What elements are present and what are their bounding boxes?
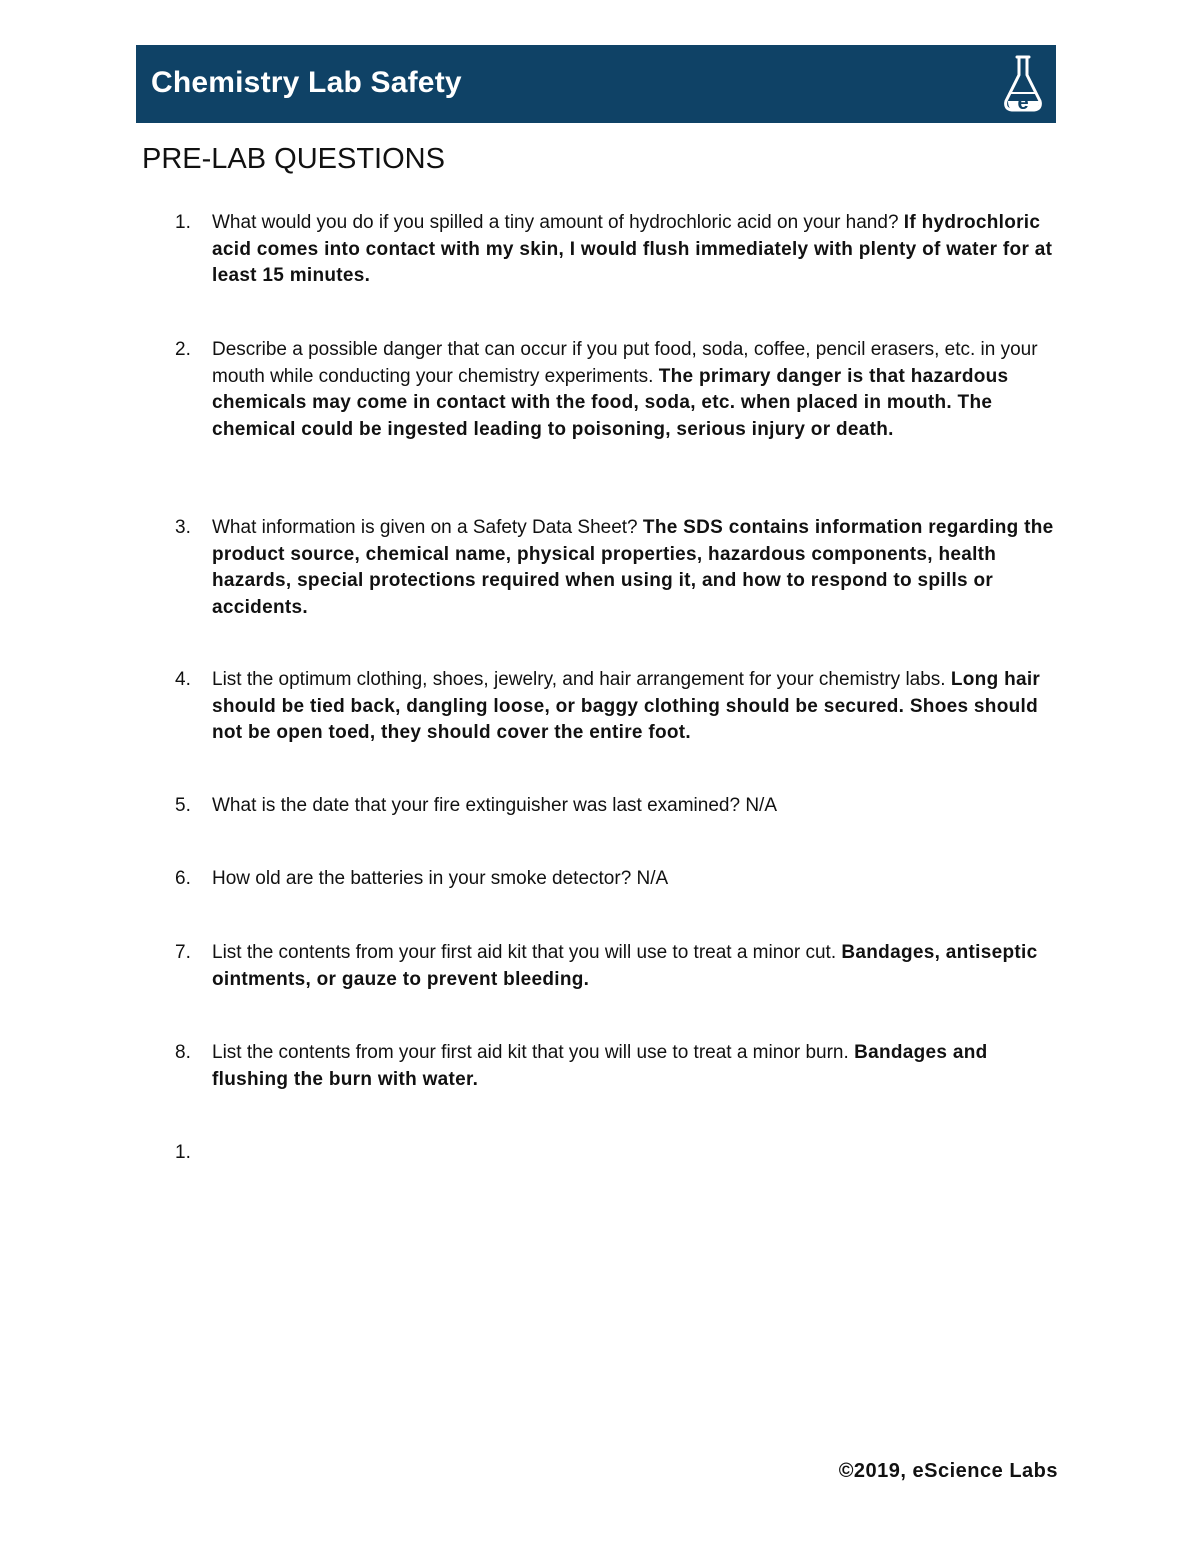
question-number: 6.	[175, 868, 191, 889]
section-heading: PRE-LAB QUESTIONS	[142, 143, 445, 175]
question-answer: Long hair should be tied back, dangling loose, or baggy clothing should be secured. Shoes should not be open toed, they should cover the entire foot.	[212, 669, 1041, 743]
question-prompt: What is the date that your fire extinguisher was last examined? N/A	[212, 795, 777, 816]
question-prompt: What would you do if you spilled a tiny amount of hydrochloric acid on your hand?	[212, 212, 899, 233]
question-item	[175, 667, 1055, 747]
question-number: 2.	[175, 339, 191, 360]
question-prompt: Describe a possible danger that can occur if you put food, soda, coffee, pencil erasers, etc. in your mouth while conducting your chemistry experiments.	[212, 339, 1038, 387]
question-prompt: List the optimum clothing, shoes, jewelry, and hair arrangement for your chemistry labs.	[212, 669, 946, 690]
question-number: 8.	[175, 1042, 191, 1063]
question-number: 4.	[175, 669, 191, 690]
question-item	[175, 210, 1055, 290]
question-item	[175, 337, 1055, 443]
question-number: 1.	[175, 212, 191, 233]
question-item	[175, 793, 1055, 820]
question-answer: The primary danger is that hazardous chemicals may come in contact with the food, soda, etc. when placed in mouth. The chemical could be ingested leading to poisoning, serious injury or death.	[212, 365, 1009, 440]
question-number: 7.	[175, 942, 191, 963]
document-title: Chemistry Lab Safety	[151, 66, 462, 99]
question-prompt: What information is given on a Safety Data Sheet?	[212, 517, 638, 538]
header-banner	[136, 45, 1056, 123]
question-number: 3.	[175, 517, 191, 538]
question-prompt: List the contents from your first aid kit that you will use to treat a minor burn.	[212, 1042, 849, 1063]
question-answer: If hydrochloric acid comes into contact with my skin, I would flush immediately with plenty of water for at least 15 minutes.	[212, 212, 1053, 286]
question-prompt: List the contents from your first aid kit that you will use to treat a minor cut.	[212, 942, 837, 963]
logo-letter: e	[1017, 92, 1029, 114]
flask-e-logo-icon	[1000, 53, 1046, 115]
question-answer: Bandages, antiseptic ointments, or gauze to prevent bleeding.	[212, 942, 1038, 990]
question-item	[175, 1040, 1055, 1093]
question-answer: Bandages and flushing the burn with water.	[212, 1042, 988, 1090]
question-item	[175, 866, 1055, 893]
question-item	[175, 940, 1055, 993]
copyright-footer: ©2019, eScience Labs	[838, 1460, 1058, 1482]
question-number: 1.	[175, 1142, 191, 1163]
question-answer: The SDS contains information regarding the product source, chemical name, physical properties, hazardous components, health hazards, special protections required when using it, and how to respond to spills or accidents.	[212, 517, 1054, 618]
question-prompt: How old are the batteries in your smoke detector? N/A	[212, 868, 669, 889]
question-item	[175, 515, 1055, 621]
question-number: 5.	[175, 795, 191, 816]
